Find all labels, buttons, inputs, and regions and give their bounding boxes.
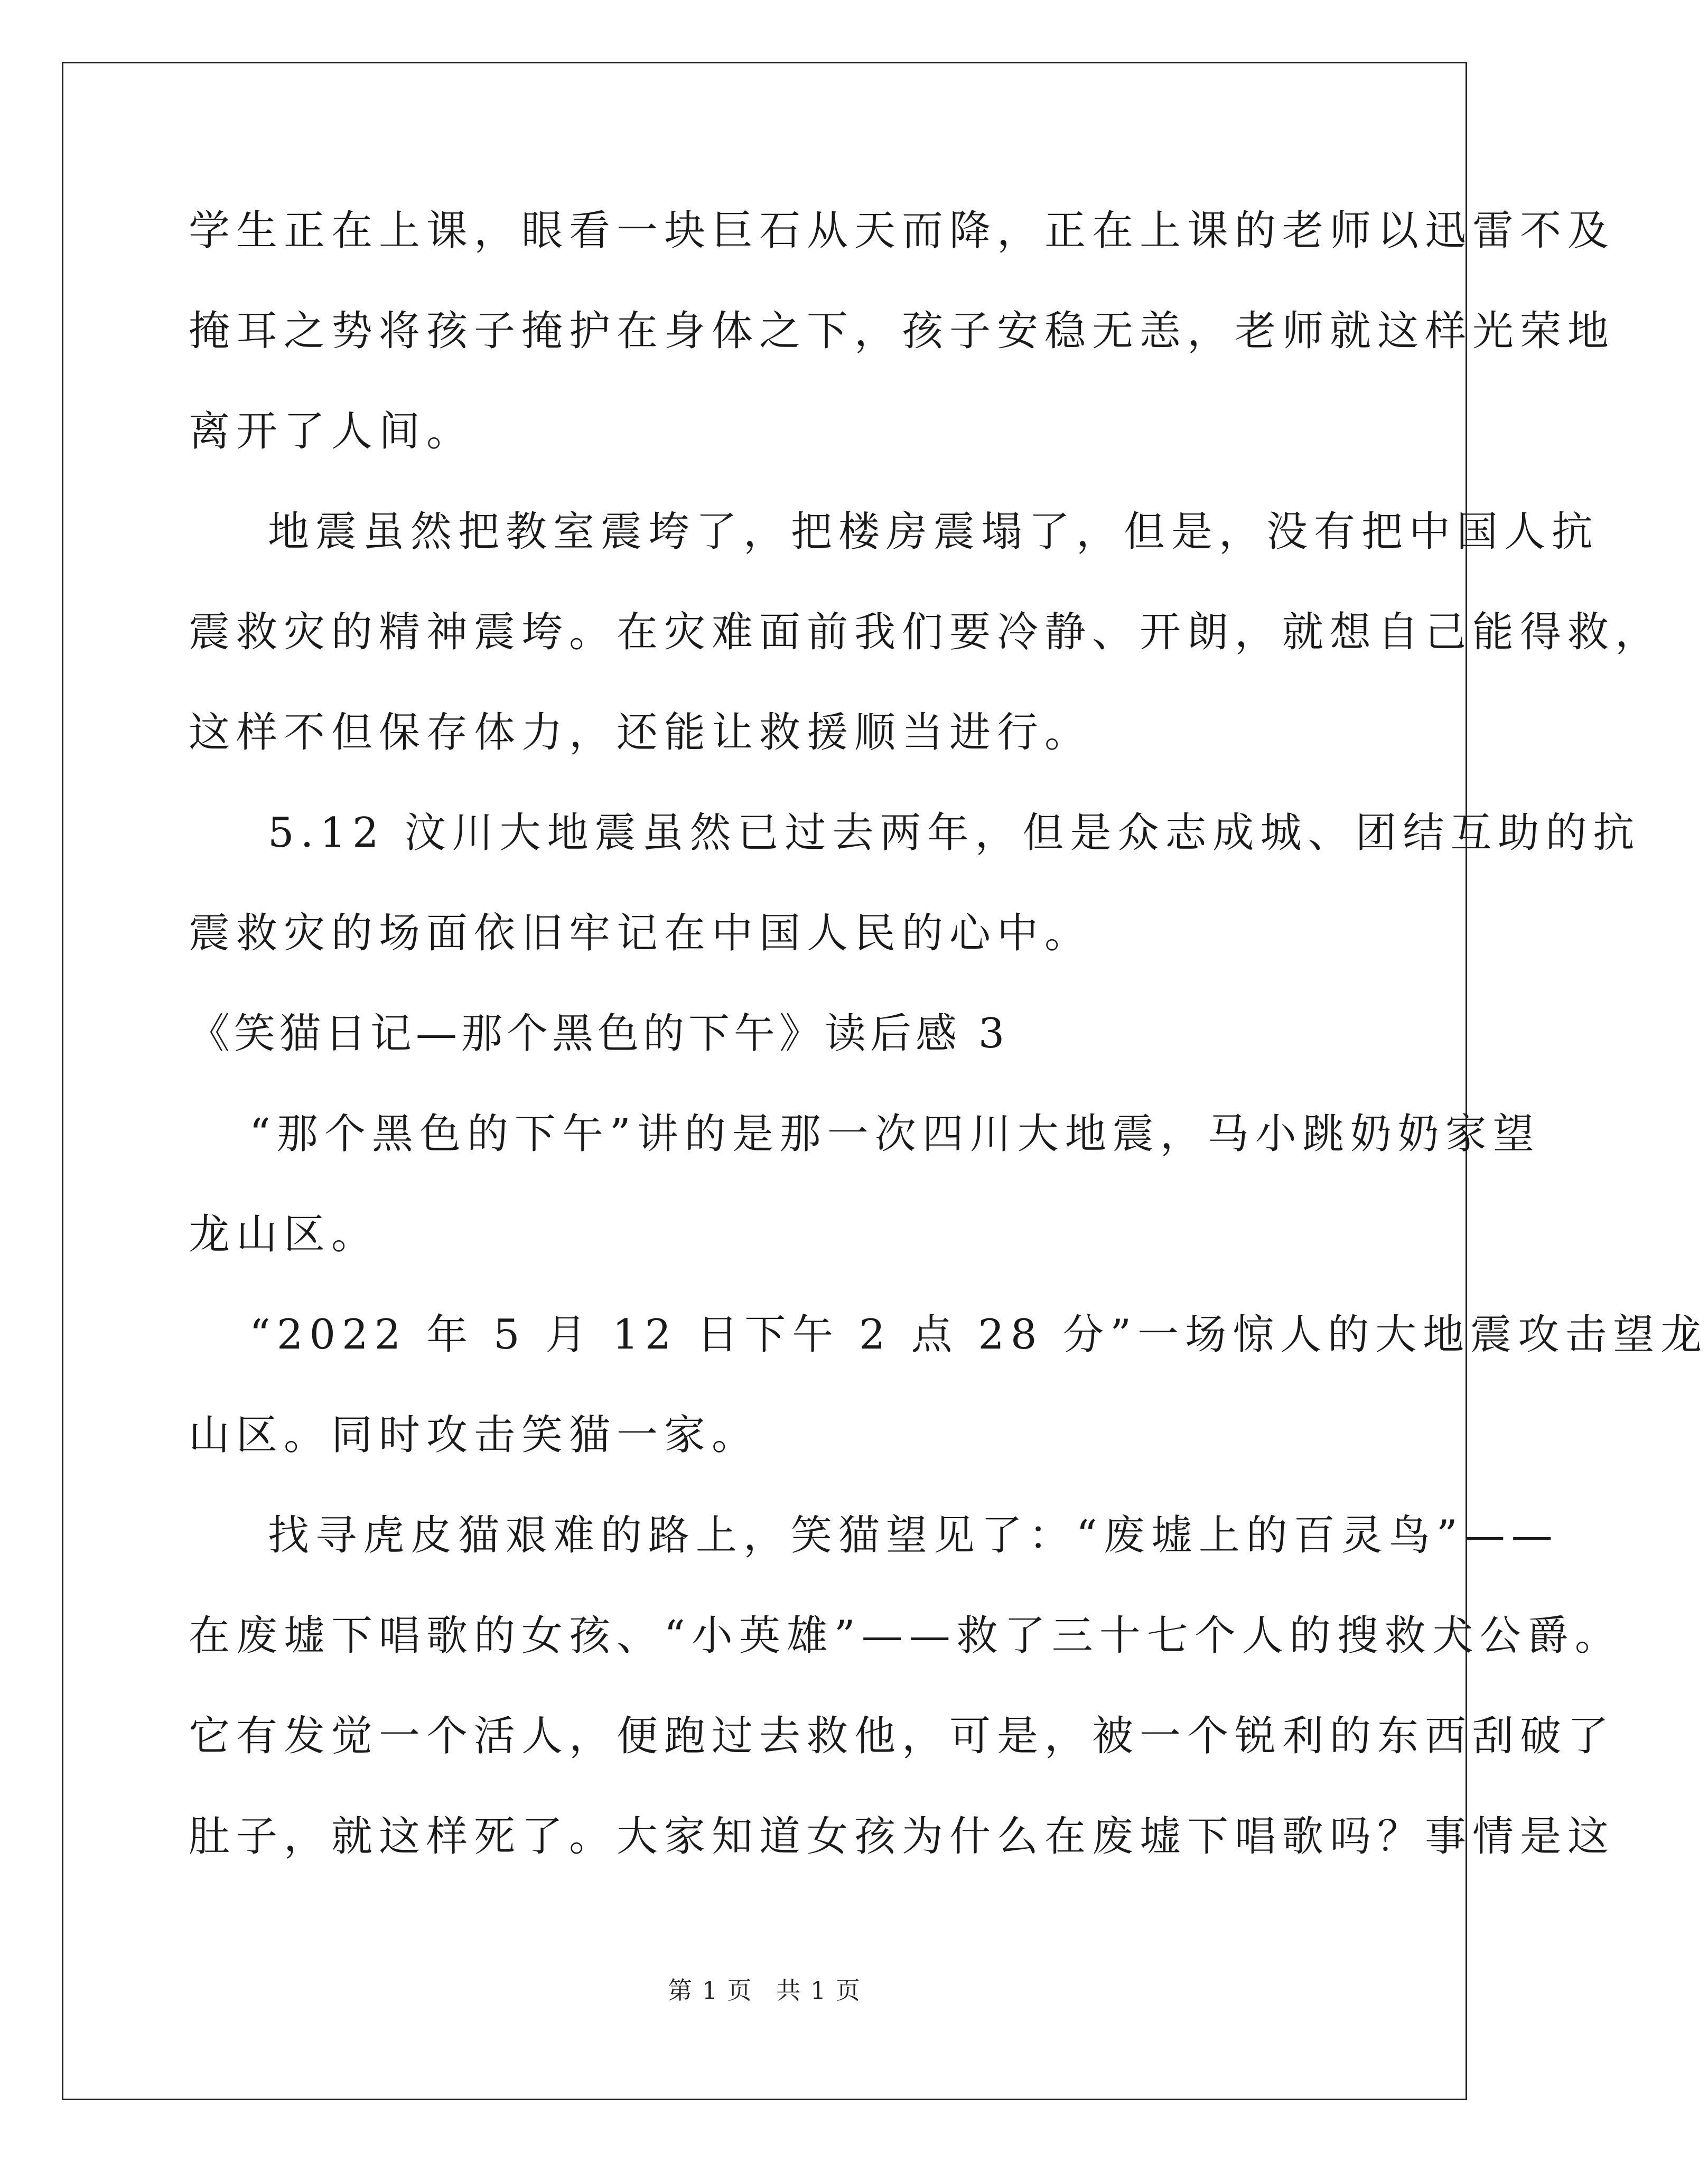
- paragraph-start-line: 找寻虎皮猫艰难的路上，笑猫望见了：“废墟上的百灵鸟”——: [268, 1512, 1559, 1559]
- document-body: [189, 196, 1708, 1903]
- text-line: 离开了人间。: [189, 408, 474, 455]
- paragraph-start-line: 5.12 汶川大地震虽然已过去两年，但是众志成城、团结互助的抗: [268, 809, 1641, 857]
- page-footer: [0, 1971, 1529, 2006]
- text-line: 龙山区。: [189, 1211, 379, 1258]
- paragraph-start-line: “2022 年 5 月 12 日下午 2 点 28 分”一场惊人的大地震攻击望龙: [249, 1311, 1708, 1359]
- text-line: 在废墟下唱歌的女孩、“小英雄”——救了三十七个人的搜救犬公爵。: [189, 1612, 1622, 1660]
- text-line: 山区。同时攻击笑猫一家。: [189, 1411, 760, 1459]
- page-total: 共 1 页: [776, 1976, 861, 2005]
- text-line: 震救灾的场面依旧牢记在中国人民的心中。: [189, 910, 1093, 957]
- text-line: 肚子，就这样死了。大家知道女孩为什么在废墟下唱歌吗？事情是这: [189, 1813, 1616, 1860]
- text-line: 它有发觉一个活人，便跑过去救他，可是，被一个锐利的东西刮破了: [189, 1712, 1616, 1760]
- section-heading: 《笑猫日记—那个黑色的下午》读后感 3: [189, 1010, 1009, 1057]
- text-line: 学生正在上课，眼看一块巨石从天而降，正在上课的老师以迅雷不及: [189, 207, 1616, 255]
- text-line: 掩耳之势将孩子掩护在身体之下，孩子安稳无恙，老师就这样光荣地: [189, 307, 1616, 355]
- paragraph-start-line: “那个黑色的下午”讲的是那一次四川大地震，马小跳奶奶家望: [249, 1110, 1541, 1158]
- page-number: 第 1 页: [668, 1976, 753, 2005]
- paragraph-start-line: 地震虽然把教室震垮了，把楼房震塌了，但是，没有把中国人抗: [268, 508, 1600, 556]
- text-line: 震救灾的精神震垮。在灾难面前我们要冷静、开朗，就想自己能得救，: [189, 609, 1663, 656]
- text-line: 这样不但保存体力，还能让救援顺当进行。: [189, 709, 1093, 756]
